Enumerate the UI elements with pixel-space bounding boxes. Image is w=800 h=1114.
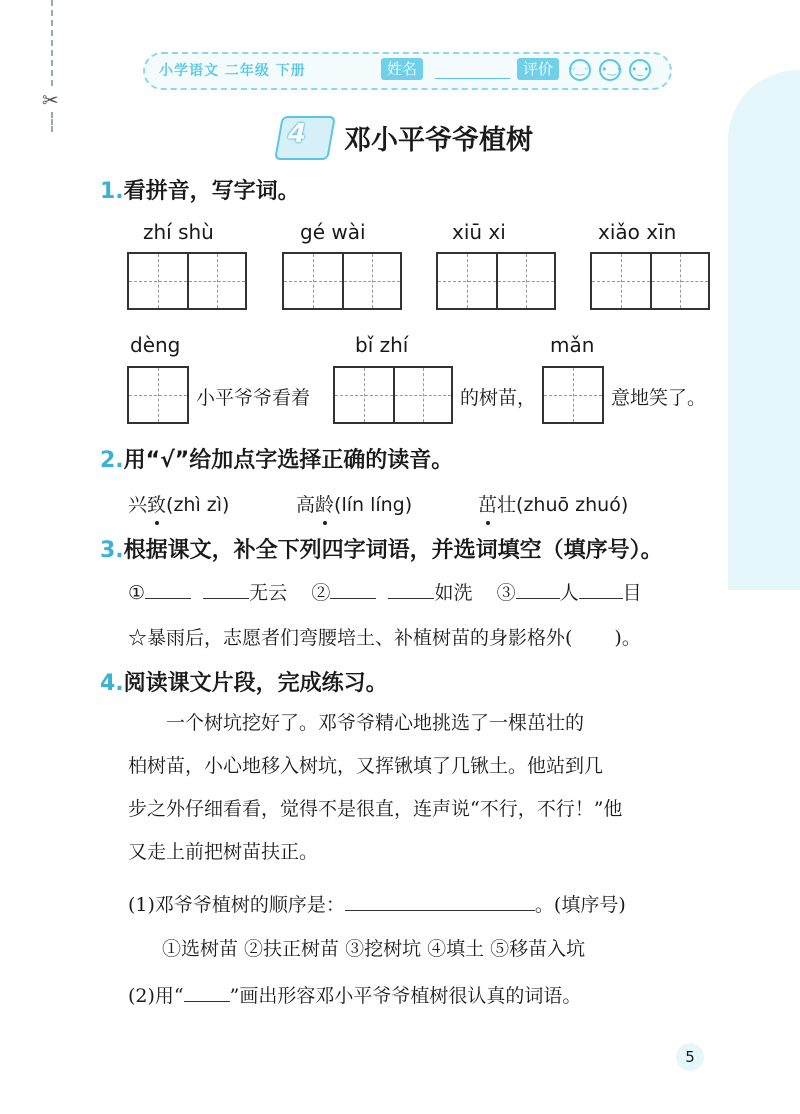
- smile-plain-icon[interactable]: •_•: [629, 59, 651, 81]
- writing-grid[interactable]: [436, 252, 556, 310]
- scissors-icon: ✂: [42, 88, 59, 112]
- lesson-number: 4: [288, 119, 307, 149]
- sentence-text: 小平爷爷看着: [196, 387, 311, 409]
- fill-blank[interactable]: [579, 598, 623, 599]
- reading-passage: [128, 702, 718, 874]
- reading-option: 高龄(lín líng): [296, 490, 412, 517]
- pinyin-options[interactable]: (zhì zì): [166, 494, 230, 516]
- writing-grid[interactable]: [282, 252, 402, 310]
- fill-blank[interactable]: [388, 598, 434, 599]
- sub-question-2: (2)用“ ”画出形容邓小平爷爷植树很认真的词语。: [128, 985, 582, 1007]
- page-number: 5: [676, 1043, 704, 1071]
- dotted-char: 致: [147, 490, 166, 517]
- order-options: ①选树苗 ②扶正树苗 ③挖树坑 ④填土 ⑤移苗入坑: [162, 938, 586, 960]
- sentence-text: 意地笑了。: [611, 387, 707, 409]
- fill-blank[interactable]: [330, 598, 376, 599]
- reading-option: 兴致(zhì zì): [128, 490, 229, 517]
- pinyin: mǎn: [550, 333, 595, 357]
- question-number: 3.: [100, 538, 124, 563]
- name-field[interactable]: [435, 78, 510, 79]
- question-prompt: 用“√”给加点字选择正确的读音。: [123, 448, 454, 473]
- question-number: 2.: [100, 448, 124, 473]
- pinyin: xiǎo xīn: [598, 220, 677, 244]
- name-label: 姓名: [381, 58, 423, 80]
- passage-line: 步之外仔细看看，觉得不是很直，连声说“不行，不行！”他: [128, 798, 623, 820]
- header-bar: [143, 52, 672, 90]
- question-4: [100, 666, 388, 697]
- question-prompt: 根据课文，补全下列四字词语，并选词填空（填序号）。: [123, 538, 663, 563]
- cut-line: [51, 0, 53, 86]
- passage-line: 又走上前把树苗扶正。: [128, 841, 319, 863]
- passage-line: 一个树坑挖好了。邓爷爷精心地挑选了一棵茁壮的: [166, 712, 585, 734]
- writing-grid[interactable]: [127, 366, 189, 424]
- fill-blank[interactable]: [516, 598, 560, 599]
- smile-neutral-icon[interactable]: •‿•: [599, 59, 621, 81]
- dotted-char: 龄: [315, 490, 334, 517]
- pinyin-options[interactable]: (zhuō zhuó): [516, 494, 629, 516]
- fill-blank[interactable]: [145, 598, 191, 599]
- pinyin: zhí shù: [143, 220, 214, 244]
- idiom-row: ① 无云 ② 如洗 ③ 人 目: [128, 582, 642, 604]
- reading-option: 茁壮(zhuō zhuó): [478, 490, 628, 517]
- underline-sample: [184, 1001, 230, 1002]
- lesson-title: 邓小平爷爷植树: [344, 125, 533, 156]
- writing-grid[interactable]: [590, 252, 710, 310]
- pinyin: dèng: [130, 333, 181, 357]
- pinyin: bǐ zhí: [355, 333, 409, 357]
- writing-grid[interactable]: [333, 366, 453, 424]
- smile-happy-icon[interactable]: ᵕ‿ᵕ: [569, 59, 591, 81]
- fill-blank[interactable]: [203, 598, 249, 599]
- question-prompt: 看拼音，写字词。: [123, 179, 300, 204]
- question-prompt: 阅读课文片段，完成练习。: [123, 671, 388, 696]
- passage-line: 柏树苗，小心地移入树坑，又挥锹填了几锹土。他站到几: [128, 755, 604, 777]
- writing-grid[interactable]: [127, 252, 247, 310]
- rating-label: 评价: [517, 58, 559, 80]
- question-3: [100, 533, 663, 564]
- answer-blank[interactable]: [345, 910, 535, 911]
- question-2: [100, 443, 453, 474]
- pinyin: gé wài: [300, 220, 366, 244]
- pinyin-options[interactable]: (lín líng): [334, 494, 413, 516]
- pinyin: xiū xi: [452, 220, 506, 244]
- sub-question-1: (1)邓爷爷植树的顺序是： 。(填序号): [128, 894, 626, 916]
- question-number: 4.: [100, 671, 124, 696]
- question-1: [100, 174, 300, 205]
- sentence-text: 的树苗，: [460, 387, 537, 409]
- cut-line: [51, 112, 53, 132]
- writing-grid[interactable]: [542, 366, 604, 424]
- fill-sentence: ☆暴雨后，志愿者们弯腰培土、补植树苗的身影格外( )。: [128, 627, 641, 649]
- subject-label: 小学语文 二年级 下册: [159, 63, 306, 79]
- question-number: 1.: [100, 179, 124, 204]
- dotted-char: 茁: [478, 490, 497, 517]
